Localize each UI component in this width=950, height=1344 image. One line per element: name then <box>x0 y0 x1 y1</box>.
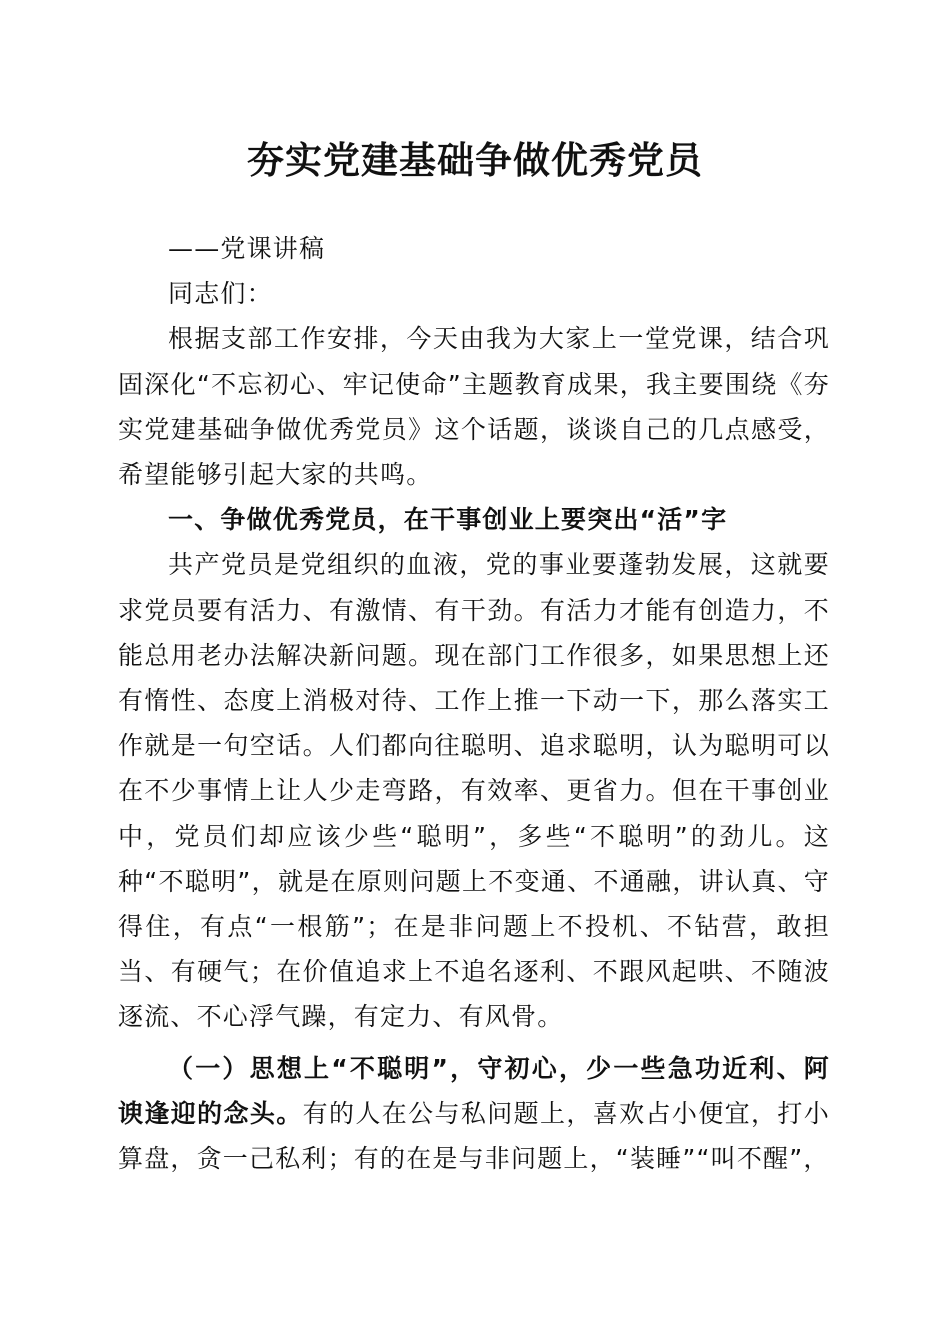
subsection-heading-1: （一）思想上“不聪明”，守初心，少一些急功近利、阿谀逢迎的念头。 <box>118 1053 830 1128</box>
subsection-paragraph-1 <box>118 1046 830 1182</box>
salutation: 同志们： <box>168 279 273 309</box>
section-heading-1: 一、争做优秀党员，在干事创业上要突出“活”字 <box>168 505 728 535</box>
document-title: 夯实党建基础争做优秀党员 <box>247 138 703 182</box>
subsection-text-1: 有的人在公与私问题上，喜欢占小便宜，打小算盘，贪一己私利；有的在是与非问题上，“装睡”“叫不醒”， <box>118 1098 830 1174</box>
intro-paragraph: 根据支部工作安排，今天由我为大家上一堂党课，结合巩固深化“不忘初心、牢记使命”主题教育成果，我主要围绕《夯实党建基础争做优秀党员》这个话题，谈谈自己的几点感受，希望能够引起大家的共鸣。 <box>118 324 830 490</box>
document-body <box>118 226 830 1181</box>
section-paragraph-1: 共产党员是党组织的血液，党的事业要蓬勃发展，这就要求党员要有活力、有激情、有干劲。有活力才能有创造力，不能总用老办法解决新问题。现在部门工作很多，如果思想上还有惰性、态度上消极对待、工作上推一下动一下，那么落实工作就是一句空话。人们都向往聪明、追求聪明，认为聪明可以在不少事情上让人少走弯路，有效率、更省力。但在干事创业中，党员们却应该少些“聪明”，多些“不聪明”的劲儿。这种“不聪明”，就是在原则问题上不变通、不通融，讲认真、守得住，有点“一根筋”；在是非问题上不投机、不钻营，敢担当、有硬气；在价值追求上不追名逐利、不跟风起哄、不随波逐流、不心浮气躁，有定力、有风骨。 <box>118 550 830 1032</box>
document-subtitle: ——党课讲稿 <box>168 234 326 263</box>
